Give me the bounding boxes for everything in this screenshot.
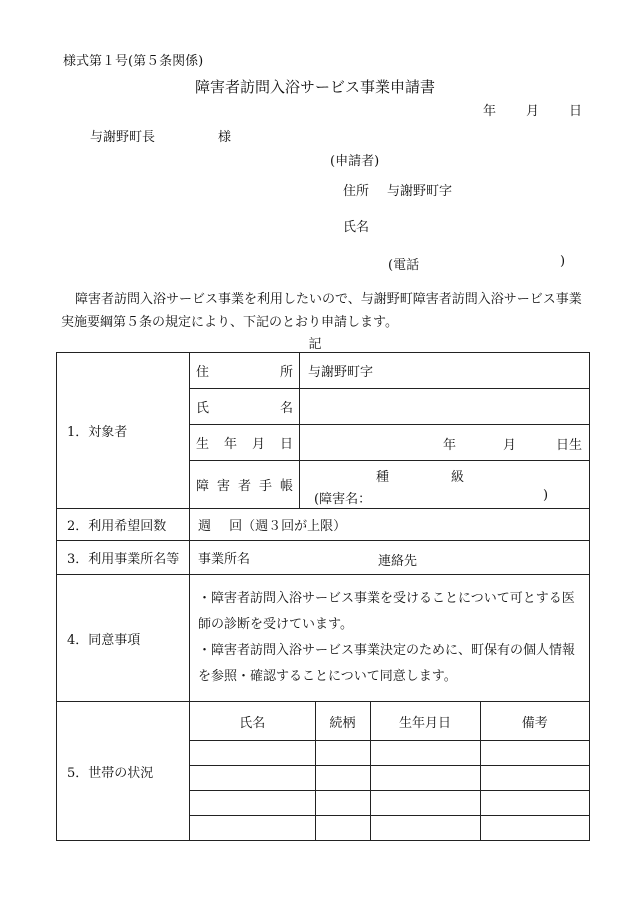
household-header-name: 氏名 bbox=[190, 702, 315, 741]
facility-contact-label: 連絡先 bbox=[378, 554, 418, 569]
handbook-type: 種 bbox=[376, 470, 390, 485]
household-label: 5．世帯の状況 bbox=[57, 702, 190, 841]
household-cell-name[interactable] bbox=[190, 791, 315, 816]
applicant-name-label: 氏名 bbox=[343, 220, 370, 235]
handbook-label: 障 害 者 手 帳 bbox=[190, 461, 300, 509]
target-address-label: 住 所 bbox=[190, 353, 300, 389]
target-dob-field[interactable] bbox=[300, 425, 590, 461]
handbook-grade: 級 bbox=[451, 470, 465, 485]
household-cell-notes[interactable] bbox=[480, 816, 589, 841]
household-cell-name[interactable] bbox=[190, 766, 315, 791]
household-cell-dob[interactable] bbox=[370, 766, 480, 791]
household-cell-name[interactable] bbox=[190, 816, 315, 841]
body-text: 障害者訪問入浴サービス事業を利用したいので、与謝野町障害者訪問入浴サービス事業実施要綱第５条の規定により、下記のとおり申請します。 bbox=[61, 292, 582, 330]
dob-year: 年 bbox=[443, 438, 457, 453]
household-cell-notes[interactable] bbox=[480, 741, 589, 766]
household-row bbox=[190, 816, 589, 841]
addressee-honorific: 様 bbox=[218, 130, 232, 145]
frequency-times: 回（週３回が上限） bbox=[229, 519, 347, 534]
disability-name-close: ) bbox=[543, 488, 549, 503]
applicant-phone-close: ) bbox=[560, 254, 566, 269]
household-row bbox=[190, 741, 589, 766]
household-row bbox=[190, 766, 589, 791]
household-cell bbox=[190, 702, 590, 841]
handbook-field[interactable] bbox=[300, 461, 590, 509]
target-dob-label: 生 年 月 日 bbox=[190, 425, 300, 461]
dob-month: 月 bbox=[503, 438, 517, 453]
date-year: 年 bbox=[483, 104, 497, 119]
facility-label: 3．利用事業所名等 bbox=[57, 541, 190, 575]
application-table bbox=[56, 352, 590, 841]
household-cell-relation[interactable] bbox=[315, 791, 370, 816]
household-cell-dob[interactable] bbox=[370, 791, 480, 816]
document-title: 障害者訪問入浴サービス事業申請書 bbox=[194, 78, 435, 96]
date-month: 月 bbox=[526, 104, 540, 119]
applicant-address-value[interactable]: 与謝野町字 bbox=[387, 184, 453, 199]
household-cell-notes[interactable] bbox=[480, 791, 589, 816]
household-header-dob: 生年月日 bbox=[370, 702, 480, 741]
household-row bbox=[190, 791, 589, 816]
consent-item-2: ・障害者訪問入浴サービス事業決定のために、町保有の個人情報を参照・確認することについて同意します。 bbox=[198, 643, 576, 684]
frequency-label: 2．利用希望回数 bbox=[57, 509, 190, 541]
ki-heading: 記 bbox=[308, 337, 322, 352]
household-cell-dob[interactable] bbox=[370, 741, 480, 766]
addressee: 与謝野町長 bbox=[90, 130, 156, 145]
consent-text bbox=[190, 575, 590, 702]
household-cell-relation[interactable] bbox=[315, 766, 370, 791]
target-name-label: 氏 名 bbox=[190, 389, 300, 425]
household-cell-dob[interactable] bbox=[370, 816, 480, 841]
target-label: 1．対象者 bbox=[57, 353, 190, 509]
facility-field[interactable] bbox=[190, 541, 590, 575]
household-header-notes: 備考 bbox=[480, 702, 589, 741]
target-name-field[interactable] bbox=[300, 389, 590, 425]
applicant-phone-label: (電話 bbox=[388, 258, 420, 273]
applicant-address-label: 住所 bbox=[343, 184, 370, 199]
household-cell-notes[interactable] bbox=[480, 766, 589, 791]
disability-name-label: (障害名： bbox=[314, 492, 372, 507]
target-address-field[interactable]: 与謝野町字 bbox=[300, 353, 590, 389]
frequency-field[interactable] bbox=[190, 509, 590, 541]
consent-item-1: ・障害者訪問入浴サービス事業を受けることについて可とする医師の診断を受けています。 bbox=[198, 591, 575, 632]
form-number: 様式第１号(第５条関係) bbox=[63, 54, 204, 69]
frequency-week: 週 bbox=[198, 519, 212, 534]
date-day: 日 bbox=[569, 104, 583, 119]
applicant-heading: (申請者) bbox=[330, 154, 380, 169]
household-cell-relation[interactable] bbox=[315, 816, 370, 841]
household-header-relation: 続柄 bbox=[315, 702, 370, 741]
household-cell-relation[interactable] bbox=[315, 741, 370, 766]
household-cell-name[interactable] bbox=[190, 741, 315, 766]
household-table bbox=[190, 702, 589, 840]
consent-label: 4．同意事項 bbox=[57, 575, 190, 702]
facility-name-label: 事業所名 bbox=[198, 552, 251, 567]
dob-day: 日生 bbox=[556, 438, 583, 453]
